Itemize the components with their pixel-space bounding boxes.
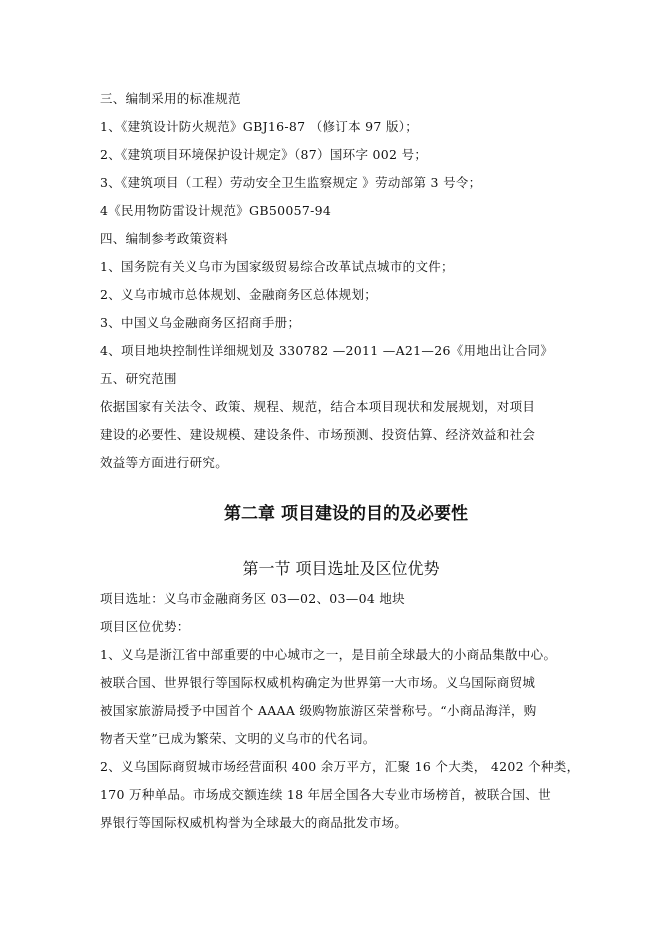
- standard-item-4: 4《民用物防雷设计规范》GB50057-94: [100, 203, 332, 218]
- scope-line-1: 依据国家有关法令、政策、规程、规范，结合本项目现状和发展规划，对项目: [100, 399, 536, 414]
- scope-line-2: 建设的必要性、建设规模、建设条件、市场预测、投资估算、经济效益和社会: [100, 427, 536, 442]
- policy-item-1: 1、国务院有关义乌市为国家级贸易综合改革试点城市的文件；: [100, 259, 454, 274]
- site-line: 项目选址：义乌市金融商务区 03—02、03—04 地块: [100, 591, 405, 606]
- section5-heading: 五、研究范围: [100, 371, 177, 386]
- section4-heading: 四、编制参考政策资料: [100, 231, 229, 246]
- para1-line-2: 被联合国、世界银行等国际权威机构确定为世界第一大市场。义乌国际商贸城: [100, 675, 536, 690]
- policy-item-4: 4、项目地块控制性详细规划及 330782 —2011 —A21—26《用地出让合同》: [100, 343, 554, 358]
- standard-item-2: 2、《建筑项目环境保护设计规定》（87）国环字 002 号；: [100, 147, 428, 162]
- standard-item-3: 3、《建筑项目（工程）劳动安全卫生监察规定 》劳动部第 3 号令；: [100, 175, 482, 190]
- policy-item-3: 3、中国义乌金融商务区招商手册；: [100, 315, 301, 330]
- chapter-title: 第二章 项目建设的目的及必要性: [224, 504, 468, 524]
- para1-line-3: 被国家旅游局授予中国首个 AAAA 级购物旅游区荣誉称号。“小商品海洋，购: [100, 703, 537, 718]
- para2-line-3: 界银行等国际权威机构誉为全球最大的商品批发市场。: [100, 815, 408, 830]
- para1-line-4: 物者天堂”已成为繁荣、文明的义乌市的代名词。: [100, 731, 376, 746]
- advantage-label: 项目区位优势：: [100, 619, 190, 634]
- para2-line-1: 2、义乌国际商贸城市场经营面积 400 余万平方，汇聚 16 个大类， 4202 个种类，: [100, 759, 580, 774]
- standard-item-1: 1、《建筑设计防火规范》GBJ16-87 （修订本 97 版）；: [100, 119, 419, 134]
- policy-item-2: 2、义乌市城市总体规划、金融商务区总体规划；: [100, 287, 378, 302]
- scope-line-3: 效益等方面进行研究。: [100, 455, 229, 470]
- para1-line-1: 1、义乌是浙江省中部重要的中心城市之一，是目前全球最大的小商品集散中心。: [100, 647, 557, 662]
- para2-line-2: 170 万种单品。市场成交额连续 18 年居全国各大专业市场榜首，被联合国、世: [100, 787, 551, 802]
- section-title: 第一节 项目选址及区位优势: [242, 559, 440, 578]
- section3-heading: 三、编制采用的标准规范: [100, 91, 241, 106]
